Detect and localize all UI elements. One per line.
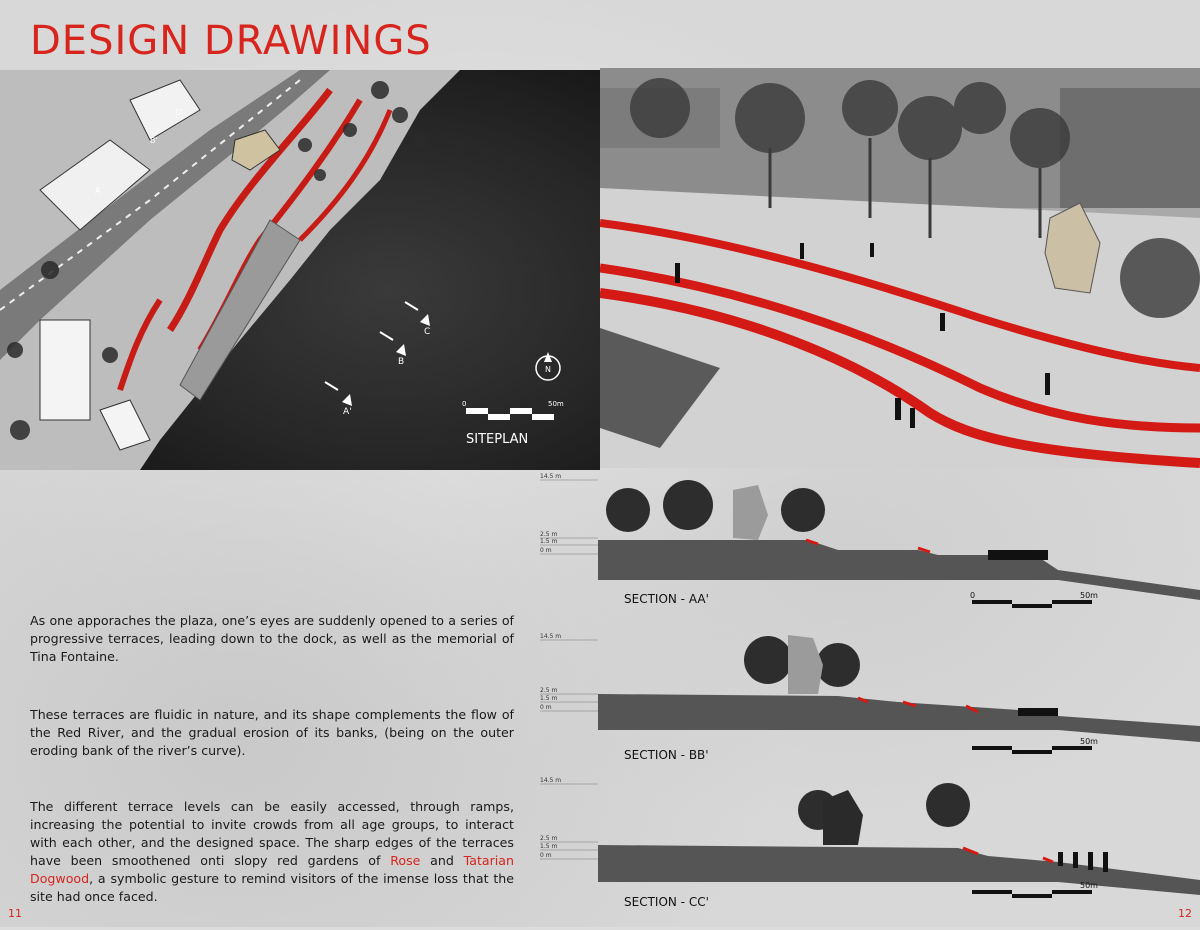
marker-a-prime: A': [343, 407, 352, 417]
section-aa-level-1-5: 1.5 m: [540, 538, 558, 545]
page-number-right: 12: [1178, 907, 1192, 920]
section-bb-scale-bar: [968, 734, 1108, 758]
paragraph-terraces: These terraces are fluidic in nature, and its shape complements the flow of the Red River, and the gradual erosion of its banks, (being on the outer eroding bank of the river’s curve).: [30, 707, 514, 758]
section-aa-scale-start: 0: [970, 591, 976, 600]
page-title: DESIGN DRAWINGS: [30, 18, 432, 64]
section-bb-drawing: [538, 630, 1200, 790]
section-aa-scale-bar: [968, 588, 1108, 612]
rose-highlight: Rose: [390, 853, 421, 868]
section-aa-level-14: 14.5 m: [540, 473, 562, 480]
section-cc-label: SECTION - CC': [624, 895, 709, 909]
section-bb-scale-end: 50m: [1080, 737, 1098, 746]
marker-c: C: [424, 327, 431, 337]
section-bb-level-1-5: 1.5 m: [540, 695, 558, 702]
section-cc-scale-bar: [968, 878, 1108, 902]
paragraph-intro: As one apporaches the plaza, one’s eyes are suddenly opened to a series of progressive terraces, leading down to the dock, as well as the memorial of Tina Fontaine.: [30, 613, 514, 664]
paragraph-access-text-a: The different terrace levels can be easily accessed, through ramps, increasing the potential to invite crowds from all age groups, to interact with each other, and the designed space. The sharp edges of the terraces have been smoothened onti slopy red gardens of: [30, 799, 514, 868]
marker-c-prime: C': [175, 108, 183, 117]
perspective-render: [600, 68, 1200, 468]
page-number-left: 11: [8, 907, 22, 920]
section-aa-scale-end: 50m: [1080, 591, 1098, 600]
section-cc-level-0: 0 m: [540, 852, 552, 859]
section-aa-level-0: 0 m: [540, 547, 552, 554]
section-aa-label: SECTION - AA': [624, 592, 709, 606]
siteplan-label: SITEPLAN: [466, 432, 529, 447]
section-cc-level-14: 14.5 m: [540, 777, 562, 784]
siteplan-scale-end: 50m: [548, 400, 564, 408]
paragraph-access-and: and: [420, 853, 464, 868]
section-aa-level-2-5: 2.5 m: [540, 531, 558, 538]
siteplan-drawing: [0, 70, 600, 470]
marker-b-prime: B': [150, 136, 158, 145]
section-cc-scale-end: 50m: [1080, 881, 1098, 890]
marker-a: A: [95, 186, 101, 195]
section-cc-level-2-5: 2.5 m: [540, 835, 558, 842]
section-bb-label: SECTION - BB': [624, 748, 709, 762]
section-bb-level-14: 14.5 m: [540, 633, 562, 640]
dogwood-highlight: Tatarian Dogwood: [30, 853, 514, 886]
north-label: N: [545, 365, 551, 374]
marker-b: B: [398, 357, 405, 367]
section-cc-level-1-5: 1.5 m: [540, 843, 558, 850]
paragraph-access-text-b: , a symbolic gesture to remind visitors of the imense loss that the site had once faced.: [30, 871, 514, 904]
section-bb-level-2-5: 2.5 m: [540, 687, 558, 694]
siteplan-scale-start: 0: [462, 400, 467, 408]
section-bb-level-0: 0 m: [540, 704, 552, 711]
paragraph-access: [30, 798, 514, 906]
